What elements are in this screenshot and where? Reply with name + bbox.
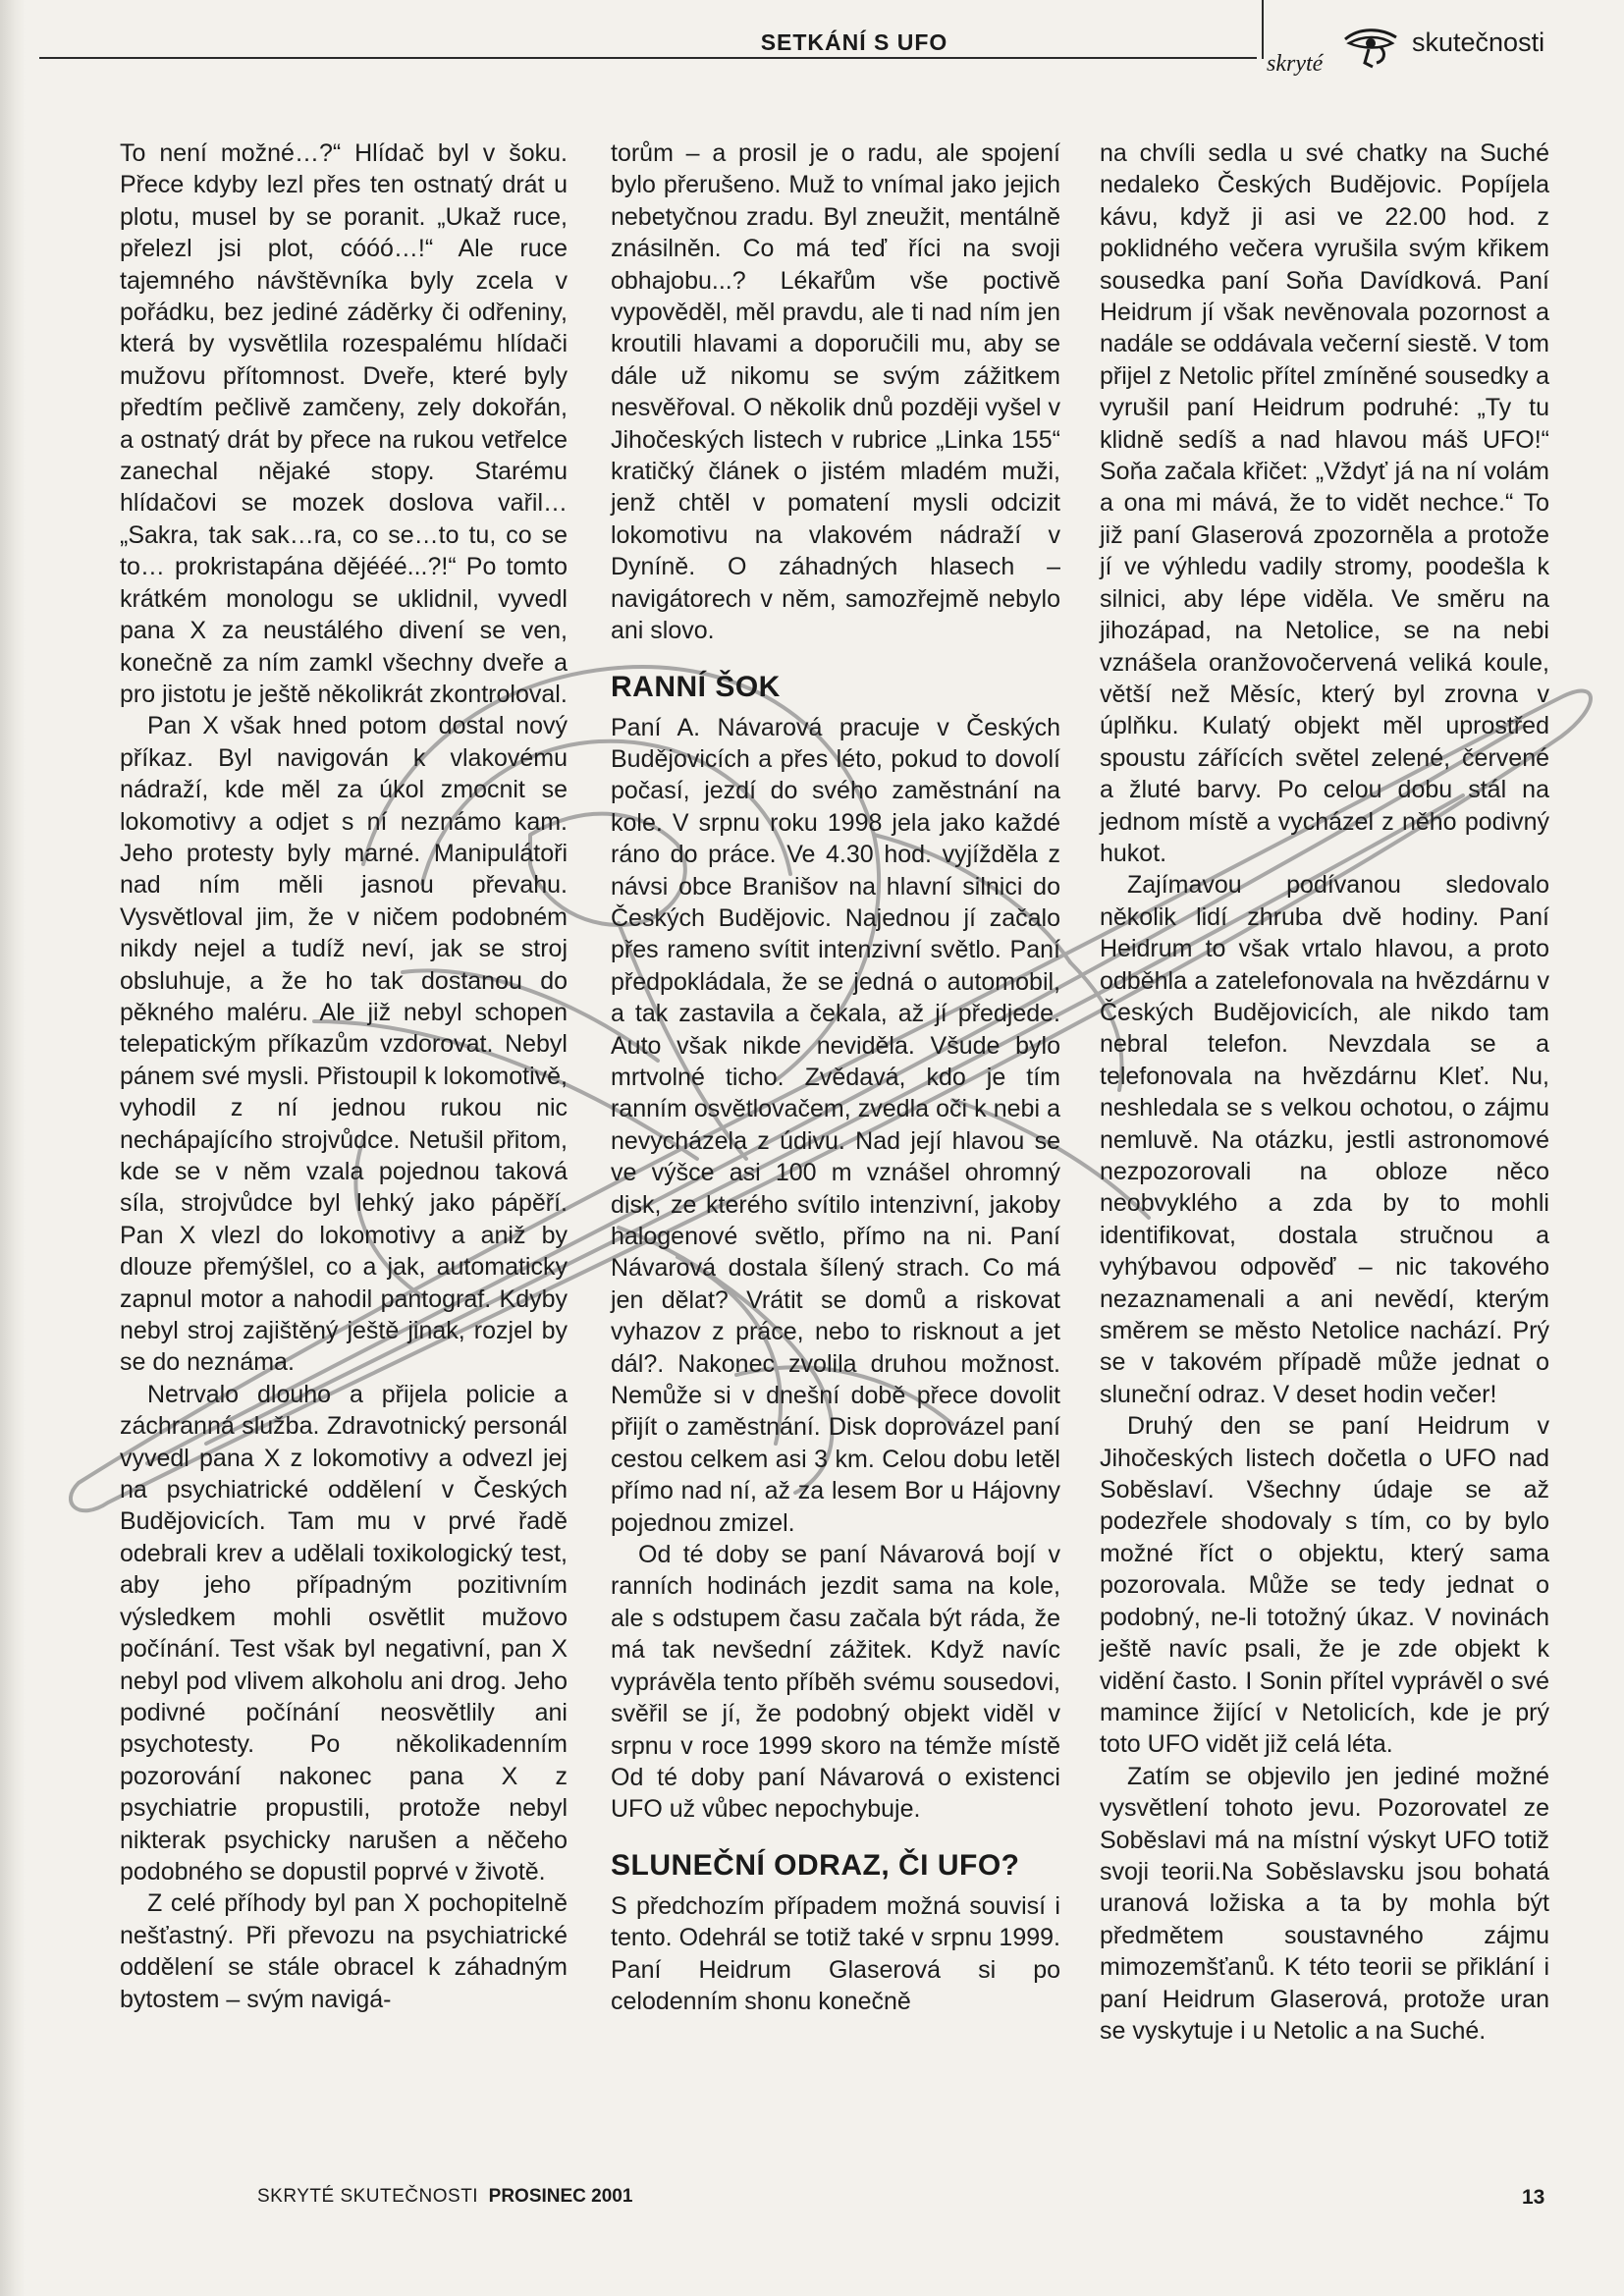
paragraph: S předchozím případem možná souvisí i tento. Odehrál se totiž také v srpnu 1999. Paní Heidrum Glaserová si po celodenním shonu konečně <box>611 1891 1060 2015</box>
subheading-ranni-sok: RANNÍ ŠOK <box>611 670 781 703</box>
paragraph: Zatím se objevilo jen jediné možné vysvětlení tohoto jevu. Pozorovatel ze Soběslavi má na místní výskyt UFO totiž svoji teorii.Na Soběslavsku jsou bohatá uranová ložiska a ta by mohla být předmětem soustavného zájmu mimozemšťanů. K této teorii se přiklání i paní Heidrum Glaserová, protože uran se vyskytuje i u Netolic a na Suché. <box>1100 1762 1549 2045</box>
scan-binding-edge <box>0 0 26 2296</box>
page-footer <box>257 2186 632 2208</box>
paragraph: na chvíli sedla u své chatky na Suché nedaleko Českých Budějovic. Popíjela kávu, když ji asi ve 22.00 hod. z poklidného večera vyrušila svým křikem sousedka paní Soňa Davídková. Paní Heidrum jí však nevěnovala pozornost a nadále se oddávala večerní siestě. V tom přijel z Netolic přítel zmíněné sousedky a vyrušil paní Heidrum podruhé: „Ty tu klidně sedíš a nad hlavou máš UFO!“ Soňa začala křičet: „Vždyť já na ní volám a ona mi mává, že to vidět nechce.“ To již paní Glaserová zpozorněla a protože jí ve výhledu vadily stromy, poodešla k silnici, aby lépe viděla. Ve směru na jihozápad, na Netolice, se na nebi vznášela oranžovočervená veliká koule, větší než Měsíc, který byl zrovna v úplňku. Kulatý objekt měl uprostřed spoustu zářících světel zelené, červené a žluté barvy. Po celou dobu stál na jednom místě a vycházel z něho podivný hukot. <box>1100 139 1549 867</box>
magazine-logo <box>1267 20 1561 88</box>
paragraph: Pan X však hned potom dostal nový příkaz. Byl navigován k vlakovému nádraží, kde měl za úkol zmocnit se lokomotivy a odjet s ní neznámo kam. Jeho protesty byly marné. Manipulátoři nad ním měli jasnou převahu. Vysvětloval jim, že v ničem podobném nikdy nejel a tudíž neví, jak se stroj obsluhuje, a že ho tak dostanou do pěkného maléru. Ale již nebyl schopen telepatickým příkazům vzdorovat. Nebyl pánem své mysli. Přistoupil k lokomotivě, vyhodil z ní jednou rukou nic nechápajícího strojvůdce. Netušil přitom, kde se v něm vzala pojednou taková síla, strojvůdce byl lehký jako pápěří. Pan X vlezl do lokomotivy a aniž by dlouze přemýšlel, co a jak, automaticky zapnul motor a nahodil pantograf. Kdyby nebyl stroj zajištěný ještě jinak, rozjel by se do neznáma. <box>120 712 568 1377</box>
paragraph: torům – a prosil je o radu, ale spojení bylo přerušeno. Muž to vnímal jako jejich nebetyčnou zradu. Byl zneužit, mentálně znásilněn. Co má teď říci na svoji obhajobu...? Lékařům vše poctivě vypověděl, měl pravdu, ale ti nad ním jen kroutili hlavami a doporučili mu, aby se dále už nikomu se svým zážitkem nesvěřoval. O několik dnů později vyšel v Jihočeských listech v rubrice „Linka 155“ kratičký článek o jistém mladém muži, jenž chtěl v pomatení mysli odcizit lokomotivu na vlakovém nádraží v Dyníně. O záhadných hlasech – navigátorech v něm, samozřejmě nebylo ani slovo. <box>611 139 1060 645</box>
article-column-middle <box>611 137 1060 2017</box>
header-divider <box>1262 0 1264 59</box>
footer-issue: PROSINEC 2001 <box>488 2186 633 2207</box>
section-title: SETKÁNÍ S UFO <box>760 29 948 55</box>
page-number: 13 <box>1522 2186 1545 2209</box>
paragraph: To není možné…?“ Hlídač byl v šoku. Přece kdyby lezl přes ten ostnatý drát u plotu, musel by se poranit. „Ukaž ruce, přelezl jsi plot, cóóó…!“ Ale ruce tajemného návštěvníka byly zcela v pořádku, bez jediné záděrky či odřeniny, která by vysvětlila rozespalému hlídači mužovu přítomnost. Dveře, které byly předtím pečlivě zamčeny, zely dokořán, a ostnatý drát by přece na rukou vetřelce zanechal nějaké stopy. Starému hlídačovi se mozek doslova vařil… „Sakra, tak sak…ra, co se…to tu, co se to… prokristapána dějééé...?!“ Po tomto krátkém monologu se uklidnil, vyvedl pana X za neustálého divení se ven, konečně za ním zamkl všechny dveře a pro jistotu je ještě několikrát zkontroloval. <box>120 139 568 708</box>
logo-word-skutecnosti: skutečnosti <box>1412 27 1545 57</box>
logo-word-skryte: skryté <box>1267 51 1324 77</box>
article-column-left <box>120 137 568 2015</box>
header-rule <box>39 57 1257 59</box>
paragraph: Druhý den se paní Heidrum v Jihočeských listech dočetla o UFO nad Soběslaví. Všechny údaje se až podezřele shodovaly s tím, co by bylo možné říct o objektu, který sama pozorovala. Může se tedy jednat o podobný, ne-li totožný úkaz. V novinách ještě navíc psali, že je zde objekt k vidění často. I Sonin přítel vyprávěl o své mamince žijící v Netolicích, kde je prý toto UFO vidět již celá léta. <box>1100 1412 1549 1759</box>
subheading-slunecni-odraz: SLUNEČNÍ ODRAZ, ČI UFO? <box>611 1848 1020 1882</box>
paragraph: Netrvalo dlouho a přijela policie a záchranná služba. Zdravotnický personál vyvedl pana X z lokomotivy a odvezl jej na psychiatrické oddělení v Českých Budějovicích. Tam mu v prvé řadě odebrali krev a udělali toxikologický test, aby jeho případným pozitivním výsledkem mohli osvětlit mužovo počínání. Test však byl negativní, pan X nebyl pod vlivem alkoholu ani drog. Jeho podivné počínání neosvětlily ani psychotesty. Po několikadenním pozorování nakonec pana X z psychiatrie propustili, protože nebyl nikterak psychicky narušen a něčeho podobného se dopustil poprvé v životě. <box>120 1380 568 1886</box>
footer-magazine-name: SKRYTÉ SKUTEČNOSTI <box>257 2186 479 2207</box>
paragraph: Zajímavou podívanou sledovalo několik lidí zhruba dvě hodiny. Paní Heidrum to však vrtalo hlavou, a proto odběhla a zatelefonovala na hvězdárnu v Českých Budějovicích, ale nikdo tam nebral telefon. Nevzdala se a telefonovala na hvězdárnu Kleť. Nu, neshledala se s velkou ochotou, o zájmu nemluvě. Na otázku, jestli astronomové nezpozorovali na obloze něco neobvyklého a zda by to mohli identifikovat, dostala stručnou a vyhýbavou odpověď – nic takového nezaznamenali a ani nevědí, kterým směrem se město Netolice nachází. Prý se v takovém případě může jednat o sluneční odraz. V deset hodin večer! <box>1100 871 1549 1408</box>
article-column-right <box>1100 137 1549 2047</box>
eye-of-horus-icon <box>1341 26 1400 69</box>
paragraph: Od té doby se paní Návarová bojí v ranních hodinách jezdit sama na kole, ale s odstupem času začala být ráda, že má tak nevšední zážitek. Když navíc vyprávěla tento příběh svému sousedovi, svěřil se jí, že podobný objekt viděl v srpnu v roce 1999 skoro na témže místě Od té doby paní Návarová o existenci UFO už vůbec nepochybuje. <box>611 1541 1060 1824</box>
paragraph: Z celé příhody byl pan X pochopitelně nešťastný. Při převozu na psychiatrické oddělení se stále obracel k záhadným bytostem – svým navigá- <box>120 1889 568 2013</box>
paragraph: Paní A. Návarová pracuje v Českých Budějovicích a přes léto, pokud to dovolí počasí, jezdí do svého zaměstnání na kole. V srpnu roku 1998 jela jako každé ráno do práce. Ve 4.30 hod. vyjížděla z návsi obce Branišov na hlavní silnici do Českých Budějovic. Najednou jí začalo přes rameno svítit intenzivní světlo. Paní předpokládala, že se jedná o automobil, a tak zastavila a čekala, až jí předjede. Auto však nikde neviděla. Všude bylo mrtvolné ticho. Zvědavá, kdo je tím ranním osvětlovačem, zvedla oči k nebi a nevycházela z údivu. Nad její hlavou se ve výšce asi 100 m vznášel ohromný disk, ze kterého svítilo intenzivní, jakoby halogenové světlo, přímo na ni. Paní Návarová dostala šílený strach. Co má jen dělat? Vrátit se domů a riskovat vyhazov z práce, nebo to risknout a jet dál?. Nakonec zvolila druhou možnost. Nemůže si v dnešní době přece dovolit přijít o zaměstnání. Disk doprovázel paní cestou celkem asi 3 km. Celou dobu letěl přímo nad ní, až za lesem Bor u Hájovny pojednou zmizel. <box>611 713 1060 1537</box>
